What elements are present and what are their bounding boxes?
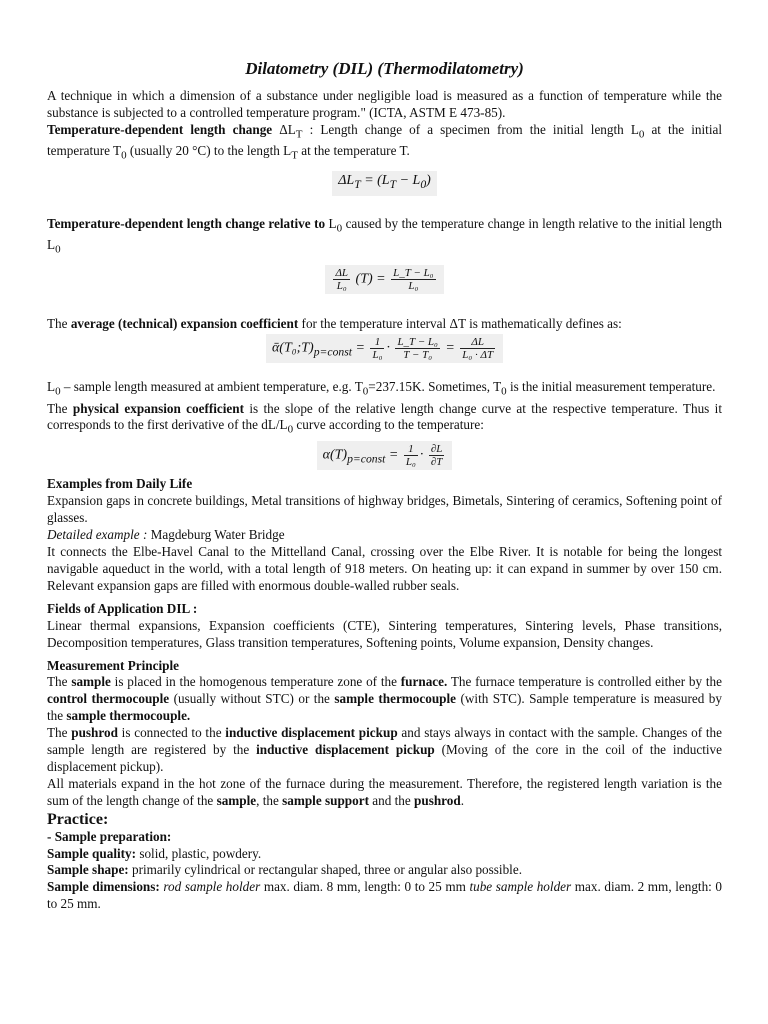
sample-dimensions: Sample dimensions: rod sample holder max. diam. 8 mm, length: 0 to 25 mm tube sample holder max. diam. 2 mm, length: 0 to 25 mm.	[47, 879, 723, 912]
document-page	[47, 58, 722, 913]
formula-physical-coefficient: $\alpha(T)_{p=const}$ = $\frac{1}{\text{L₀}}$ · $\frac{\partial L}{\partial T}$	[47, 441, 722, 470]
principle-heading: Measurement Principle	[47, 657, 179, 673]
formula-relative-change: $\frac{\Delta L}{\text{L₀}}$ (T) = $\frac{\text{L\_T − L₀}}{\text{L₀}}$	[47, 265, 722, 294]
principle-paragraph-1: The sample is placed in the homogenous temperature zone of the furnace. The furnace temperature is controlled either by the control thermocouple (usually without STC) or the sample thermocouple (with STC). Sample temperature is measured by the sample thermocouple.	[47, 674, 723, 724]
principle-paragraph-2: The pushrod is connected to the inductive displacement pickup and stays always in contact with the sample. Changes of the sample length are registered by the inductive displacement pickup (Moving of the core in the coil of the inductive displacement pickup).	[47, 725, 722, 774]
sample-shape: Sample shape: primarily cylindrical or rectangular shaped, three or angular also possible.	[47, 862, 522, 878]
average-coefficient-paragraph: The average (technical) expansion coefficient for the temperature interval ΔT is mathematically defines as:	[47, 315, 622, 331]
length-change-paragraph: Temperature-dependent length change $\Delta L_T$ : Length change of a specimen from the initial length $L_0$ at the initial temperature $T_0$ (usually 20 °C) to the length $L_T$ at the temperature T.	[47, 121, 722, 162]
length-change-symbol: ΔL	[279, 121, 296, 137]
fields-text: Linear thermal expansions, Expansion coefficients (CTE), Sintering temperatures, Sintering levels, Phase transitions, Decomposition temperatures, Glass transition temperatures, Softening points, Volume expansion, Density changes.	[47, 617, 722, 650]
l0-definition-paragraph: $L_0$ – sample length measured at ambient temperature, e.g. $T_0=237.15K$. Sometimes, $T_0$ is the initial measurement temperature.	[47, 379, 716, 398]
formula-average-coefficient: $ᾱ(T_0;T)_{p=const}$ = $\frac{1}{\text{L₀}}$ · $\frac{\text{L\_T − L₀}}{\text{T − T₀}}$ = $\frac{\Delta L}{\text{L₀ · ΔT}}$	[47, 334, 722, 363]
average-coefficient-label: average (technical) expansion coefficient	[70, 315, 299, 331]
sample-quality: Sample quality: solid, plastic, powdery.	[47, 845, 262, 861]
relative-change-paragraph: Temperature-dependent length change relative to $L_0$ caused by the temperature change in length relative to the initial length $L_0$	[47, 215, 723, 256]
intro-paragraph: A technique in which a dimension of a substance under negligible load is measured as a function of temperature while the substance is subjected to a controlled temperature program." (ICTA, ASTM E 473-85).	[47, 88, 722, 120]
daily-life-text: Expansion gaps in concrete buildings, Metal transitions of highway bridges, Bimetals, Sintering of ceramics, Softening point of glasses.	[47, 493, 722, 526]
page-title: Dilatometry (DIL) (Thermodilatometry)	[245, 59, 524, 78]
detailed-example: Detailed example : Magdeburg Water Bridge	[47, 527, 285, 543]
formula-length-change: $\Delta L_T = (L_T - L_0)$	[47, 171, 722, 196]
physical-coefficient-label: physical expansion coefficient	[72, 400, 244, 416]
daily-life-heading: Examples from Daily Life	[47, 476, 193, 492]
physical-coefficient-paragraph: The physical expansion coefficient is the slope of the relative length change curve at the respective temperature. Thus it corresponds to the first derivative of the $dL/L_0$ curve according to the temperature:	[47, 400, 722, 437]
fields-heading: Fields of Application DIL :	[47, 600, 198, 616]
sample-preparation-heading: - Sample preparation:	[47, 828, 172, 844]
length-change-label: Temperature-dependent length change	[47, 121, 273, 137]
relative-change-label: Temperature-dependent length change relative to	[47, 215, 326, 231]
practice-heading: Practice:	[47, 810, 109, 828]
bridge-paragraph: It connects the Elbe-Havel Canal to the Mittelland Canal, crossing over the Elbe River. It is notable for being the longest navigable aqueduct in the world, with a total length of 918 meters. On heating up: it can expand in summer by over 150 cm. Relevant expansion gaps are filled with enormous double-walled rubber seals.	[47, 544, 722, 593]
principle-paragraph-3: All materials expand in the hot zone of the furnace during the measurement. Therefore, the registered length variation is the sum of the length change of the sample, the sample support and the pushrod.	[47, 775, 722, 808]
